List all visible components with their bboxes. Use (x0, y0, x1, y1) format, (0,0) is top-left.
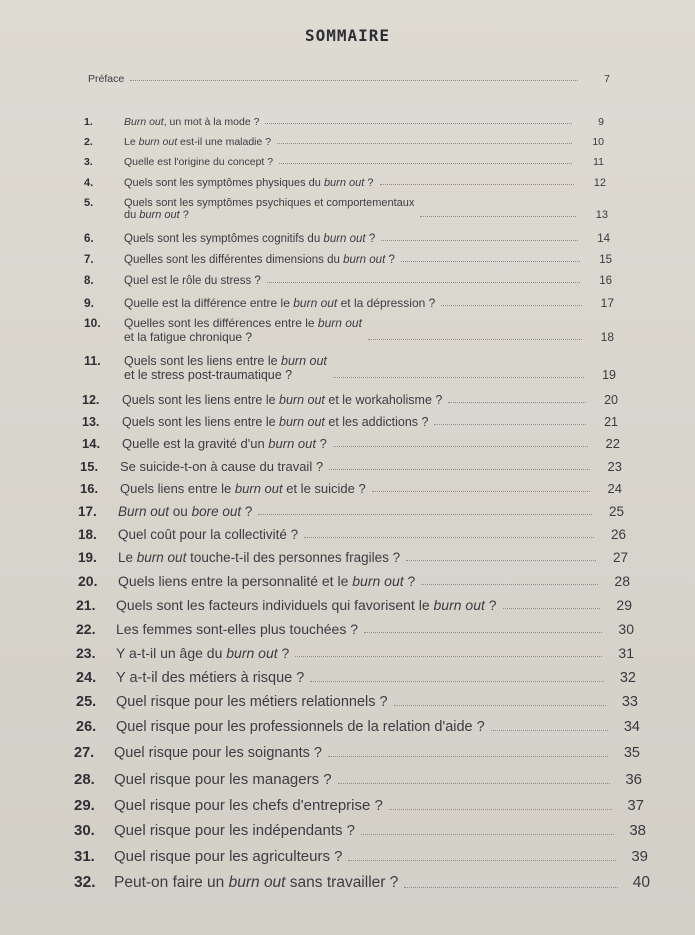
italic-term: burn out (433, 597, 485, 613)
toc-entry-number: 9. (84, 296, 95, 310)
label-text: Quels sont les facteurs individuels qui favorisent le (116, 597, 434, 613)
toc-entry-label (124, 116, 259, 128)
dot-leader (441, 305, 582, 306)
toc-page-number: 26 (610, 527, 626, 542)
toc-entry-label (124, 233, 375, 245)
toc-entry-label (124, 275, 261, 287)
toc-entry-label (124, 316, 362, 344)
label-text: , un mot à la mode ? (163, 116, 260, 128)
italic-term: burn out (136, 550, 187, 565)
dot-leader (361, 834, 614, 835)
toc-entry[interactable] (84, 275, 612, 287)
toc-entry-label (116, 597, 497, 613)
label-text: ? (403, 573, 416, 589)
toc-page-number: 21 (604, 415, 618, 429)
toc-entry[interactable] (84, 254, 612, 266)
toc-entry-number: 32. (74, 874, 96, 891)
label-line-1 (124, 316, 362, 330)
toc-entry-number: 17. (78, 504, 97, 519)
toc-entry-label (124, 177, 374, 189)
toc-entry[interactable] (82, 393, 618, 407)
toc-entry[interactable] (74, 771, 642, 788)
dot-leader (304, 537, 594, 538)
toc-entry[interactable] (84, 233, 610, 245)
italic-term: burn out (281, 354, 327, 368)
label-text: Quel risque pour les indépendants ? (114, 822, 355, 839)
label-text: Y a-t-il un âge du (116, 645, 227, 661)
toc-page-number: 27 (612, 550, 628, 565)
toc-page-number: 38 (629, 822, 646, 839)
dot-leader (381, 240, 578, 241)
italic-term: burn out (228, 874, 286, 891)
toc-entry[interactable] (74, 848, 648, 865)
label-text: ? (277, 645, 290, 661)
toc-page-number: 20 (604, 393, 618, 407)
dot-leader (421, 584, 598, 585)
toc-page-number: 12 (593, 177, 606, 189)
toc-entry-number: 29. (74, 797, 95, 814)
label-text: Quels sont les symptômes psychiques et comportementaux (124, 197, 415, 209)
label-text: Le (124, 136, 139, 148)
toc-entry[interactable] (84, 316, 614, 344)
label-text: Quels sont les liens entre le (122, 393, 280, 407)
label-text: Quel est le rôle du stress ? (124, 275, 261, 287)
toc-entry-label (122, 415, 428, 429)
toc-entry-label (116, 621, 358, 637)
dot-leader (404, 887, 618, 888)
toc-entry[interactable] (76, 670, 636, 686)
label-text: ? (241, 504, 253, 519)
italic-term: burn out (323, 177, 365, 189)
toc-entry[interactable] (80, 481, 622, 496)
label-text: Quels liens entre la personnalité et le (118, 573, 353, 589)
toc-entry[interactable] (78, 527, 626, 542)
toc-entry-label (124, 156, 273, 168)
toc-entry[interactable] (78, 550, 628, 565)
toc-entry[interactable] (82, 436, 620, 451)
label-text: Quelles sont les différentes dimensions du (124, 254, 344, 266)
toc-entry-label (122, 436, 327, 451)
dot-leader (503, 608, 600, 609)
dot-leader (401, 261, 580, 262)
toc-entry-label (124, 254, 395, 266)
toc-page-number: 11 (593, 156, 604, 168)
toc-page-number: 16 (599, 275, 612, 287)
toc-entry-label (124, 296, 435, 310)
label-text: ? (385, 254, 395, 266)
toc-entry-number: 25. (76, 694, 97, 710)
toc-page-number: 39 (631, 848, 648, 865)
toc-page-number: 33 (621, 694, 638, 710)
toc-entry[interactable] (84, 296, 614, 310)
toc-page-number: 9 (598, 116, 604, 128)
toc-page-number: 13 (595, 209, 608, 221)
toc-entry-label (124, 197, 414, 221)
toc-entry[interactable] (84, 136, 604, 148)
toc-entry-label (116, 670, 304, 686)
toc-entry-number: 1. (84, 116, 93, 128)
toc-entry-label (116, 645, 289, 661)
label-text: Quel risque pour les chefs d'entreprise ? (114, 797, 383, 814)
toc-entry-label (114, 822, 355, 839)
italic-term: burn out (293, 296, 338, 310)
toc-page-number: 10 (592, 136, 604, 148)
toc-page-number: 40 (632, 874, 650, 891)
toc-entry-number: 8. (84, 275, 94, 287)
label-text: du (124, 209, 140, 221)
dot-leader (368, 339, 582, 340)
toc-entry-number: 20. (78, 573, 98, 589)
toc-page-number: 17 (600, 296, 614, 310)
italic-term: burn out (323, 233, 366, 245)
label-line-2 (124, 368, 327, 382)
italic-term: burn out (268, 436, 316, 451)
toc-entry-label (118, 527, 298, 542)
dot-leader (333, 377, 584, 378)
dot-leader (310, 681, 604, 682)
italic-term: burn out (317, 316, 362, 330)
toc-page-number: 29 (616, 597, 632, 613)
toc-entry[interactable] (84, 156, 604, 168)
toc-entry-label (116, 694, 388, 710)
toc-entry-label (124, 354, 327, 382)
toc-entry-number: 24. (76, 670, 97, 686)
toc-entry[interactable] (78, 504, 624, 519)
label-text: Quelle est la gravité d'un (122, 436, 269, 451)
label-text: Quel risque pour les métiers relationnels ? (116, 694, 388, 710)
label-text: ? (179, 209, 189, 221)
toc-entry[interactable] (74, 822, 646, 839)
toc-entry[interactable] (80, 459, 622, 474)
toc-entry-number: 12. (82, 393, 100, 407)
toc-entry-preface[interactable] (88, 73, 610, 85)
toc-page-number: 35 (623, 745, 640, 761)
italic-term: burn out (279, 393, 325, 407)
label-text: Quels sont les symptômes cognitifs du (124, 233, 324, 245)
toc-entry[interactable] (84, 116, 604, 128)
toc-page-number: 14 (597, 233, 610, 245)
toc-entry-label (118, 550, 400, 565)
toc-page-number: 36 (625, 771, 642, 788)
toc-entry-label (114, 874, 398, 892)
toc-entry-number: 15. (80, 459, 99, 474)
dot-leader (406, 560, 596, 561)
label-text: Quel coût pour la collectivité ? (118, 527, 299, 542)
toc-entry-number: 22. (76, 621, 96, 637)
label-text: et les addictions ? (324, 415, 429, 429)
italic-term: burn out (226, 645, 278, 661)
label-text: ? (484, 597, 497, 613)
toc-page-number: 7 (604, 73, 610, 85)
label-text: ou (169, 504, 192, 519)
label-text: et le suicide ? (282, 481, 366, 496)
page-title: SOMMAIRE (304, 26, 391, 45)
label-text: Quels sont les symptômes physiques du (124, 177, 324, 189)
dot-leader (328, 756, 608, 757)
toc-entry-label: Préface (88, 73, 125, 85)
label-text: Quelle est la différence entre le (124, 296, 294, 310)
toc-entry[interactable] (76, 719, 640, 735)
label-text: Quelle est l'origine du concept ? (124, 156, 274, 168)
toc-entry-label (122, 393, 442, 407)
toc-entry-number: 18. (78, 527, 97, 542)
label-text: Le (118, 550, 137, 565)
label-text: et le workaholisme ? (324, 393, 443, 407)
label-text: Quel risque pour les agriculteurs ? (114, 848, 343, 865)
toc-entry[interactable] (74, 874, 650, 892)
toc-entry-number: 3. (84, 156, 93, 168)
toc-page-number: 25 (608, 504, 624, 519)
toc-page-number: 19 (602, 368, 616, 382)
label-text: et la dépression ? (337, 296, 436, 310)
dot-leader (338, 783, 610, 784)
dot-leader (277, 143, 572, 144)
label-line-1 (124, 354, 327, 368)
label-text: Quels sont les liens entre le (124, 354, 282, 368)
toc-entry-label (120, 481, 366, 496)
dot-leader (394, 705, 606, 706)
toc-entry-number: 16. (80, 481, 99, 496)
dot-leader (258, 514, 592, 515)
toc-page-number: 15 (599, 254, 612, 266)
label-text: Quel risque pour les professionnels de la relation d'aide ? (116, 719, 485, 735)
toc-entry[interactable] (74, 745, 640, 761)
toc-entry-number: 6. (84, 233, 94, 245)
label-text: Y a-t-il des métiers à risque ? (116, 670, 305, 686)
italic-term: burn out (138, 136, 178, 148)
label-text: et la fatigue chronique ? (124, 330, 253, 344)
label-text: Les femmes sont-elles plus touchées ? (116, 621, 359, 637)
italic-term: burn out (343, 254, 386, 266)
toc-page-number: 23 (607, 459, 622, 474)
toc-entry[interactable] (76, 597, 632, 613)
toc-entry-label (114, 797, 383, 814)
dot-leader (329, 469, 590, 470)
label-line-2 (124, 209, 414, 221)
toc-entry-label (120, 459, 323, 474)
label-text: Se suicide-t-on à cause du travail ? (120, 459, 324, 474)
toc-entry[interactable] (76, 621, 634, 637)
toc-entry-number: 21. (76, 597, 96, 613)
toc-entry-number: 27. (74, 745, 95, 761)
toc-entry-number: 7. (84, 254, 94, 266)
toc-entry-label (114, 848, 342, 865)
toc-page-number: 18 (600, 330, 614, 344)
toc-page-number: 28 (614, 573, 630, 589)
toc-entry-label (114, 771, 332, 788)
toc-entry[interactable] (74, 797, 644, 814)
toc-entry-number: 5. (84, 197, 94, 209)
toc-entry-number: 31. (74, 848, 95, 865)
dot-leader (491, 730, 608, 731)
toc-page-number: 22 (605, 436, 620, 451)
label-text: Quels sont les liens entre le (122, 415, 280, 429)
toc-entry[interactable] (84, 197, 608, 221)
label-line-1 (124, 197, 414, 209)
toc-entry-label (118, 504, 252, 519)
label-line-2 (124, 330, 362, 344)
toc-entry[interactable] (82, 415, 618, 429)
toc-entry-number: 19. (78, 550, 97, 565)
toc-entry-label (124, 136, 271, 148)
toc-entry[interactable] (84, 354, 616, 382)
dot-leader (130, 80, 578, 81)
toc-entry-number: 23. (76, 645, 96, 661)
label-text: touche-t-il des personnes fragiles ? (186, 550, 401, 565)
dot-leader (372, 491, 590, 492)
italic-term: burn out (279, 415, 325, 429)
italic-term: burn out (352, 573, 404, 589)
label-text: Quelles sont les différences entre le (124, 316, 318, 330)
label-text: Quel risque pour les soignants ? (114, 745, 322, 761)
toc-entry-number: 28. (74, 771, 95, 788)
toc-page-number: 30 (618, 621, 634, 637)
dot-leader (265, 123, 572, 124)
dot-leader (448, 402, 586, 403)
toc-entry[interactable] (76, 694, 638, 710)
toc-entry[interactable] (76, 645, 634, 661)
toc-entry-label (116, 719, 485, 735)
toc-entry-number: 4. (84, 177, 94, 189)
dot-leader (279, 163, 572, 164)
label-text: sans travailler ? (285, 874, 399, 891)
dot-leader (333, 446, 588, 447)
toc-page-number: 37 (627, 797, 644, 814)
label-text: Quel risque pour les managers ? (114, 771, 332, 788)
toc-entry-label (118, 573, 415, 589)
toc-entry[interactable] (84, 177, 606, 189)
toc-entry-number: 11. (84, 354, 101, 368)
label-text: ? (316, 436, 327, 451)
dot-leader (267, 282, 580, 283)
toc-entry-number: 14. (82, 436, 101, 451)
label-text: est-il une maladie ? (177, 136, 272, 148)
toc-entry-label (114, 745, 322, 761)
italic-term: Burn out (118, 504, 170, 519)
toc-entry[interactable] (78, 573, 630, 589)
toc-entry-number: 26. (76, 719, 97, 735)
label-text: Quels liens entre le (120, 481, 235, 496)
label-text: ? (364, 177, 374, 189)
italic-term: bore out (191, 504, 242, 519)
label-text: et le stress post-traumatique ? (124, 368, 293, 382)
toc-page-number: 32 (619, 670, 636, 686)
label-text: Peut-on faire un (114, 874, 229, 891)
italic-term: burn out (139, 209, 180, 221)
dot-leader (295, 656, 602, 657)
dot-leader (364, 632, 602, 633)
dot-leader (380, 184, 575, 185)
toc-entry-number: 10. (84, 316, 101, 330)
toc-page-number: 34 (623, 719, 640, 735)
dot-leader (389, 809, 612, 810)
dot-leader (434, 424, 586, 425)
toc-entry-number: 30. (74, 822, 95, 839)
label-text: ? (365, 233, 376, 245)
toc-entry-number: 2. (84, 136, 93, 148)
toc-page-number: 24 (607, 481, 622, 496)
dot-leader (348, 860, 616, 861)
italic-term: Burn out (124, 116, 164, 128)
toc-page-number: 31 (618, 645, 634, 661)
dot-leader (420, 216, 576, 217)
italic-term: burn out (234, 481, 283, 496)
toc-entry-number: 13. (82, 415, 100, 429)
